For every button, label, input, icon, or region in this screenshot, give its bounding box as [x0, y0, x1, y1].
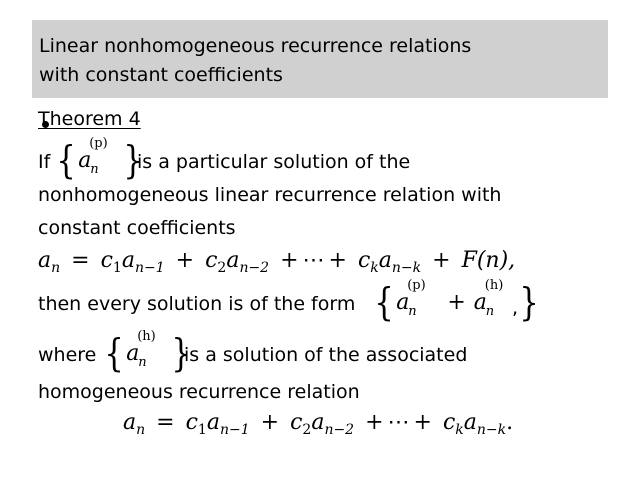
- term-superscript: (h): [484, 277, 504, 293]
- line3-text: constant coefficients: [38, 217, 236, 239]
- eq-a2-sub: n−2: [239, 260, 270, 276]
- term-subscript: n: [90, 161, 99, 177]
- eq-ck: c: [357, 248, 371, 273]
- slide-title-line-1: Linear nonhomogeneous recurrence relations: [39, 35, 472, 57]
- eq-ck: c: [442, 410, 456, 435]
- brace-close: }: [171, 331, 192, 375]
- eq-ak-sub: n−k: [391, 260, 422, 276]
- eq-a1-sub: n−1: [219, 422, 250, 438]
- eq-forcing-term: F(n),: [461, 248, 516, 273]
- nonhomogeneous-equation: [38, 248, 515, 274]
- term-subscript: n: [138, 354, 147, 370]
- line1-prefix: If: [38, 151, 51, 173]
- plus-sign: +: [447, 289, 466, 315]
- theorem-heading: Theorem 4: [38, 108, 141, 130]
- line5-suffix: ,: [512, 297, 519, 319]
- line5-prefix: then every solution is of the form: [38, 293, 356, 315]
- term-base: a: [126, 340, 140, 366]
- particular-solution-set: [54, 135, 146, 182]
- eq-ak-sub: n−k: [476, 422, 507, 438]
- term-subscript: n: [408, 303, 417, 319]
- brace-open: {: [104, 331, 124, 375]
- eq-period: .: [506, 410, 514, 435]
- eq-c1-sub: 1: [197, 422, 207, 438]
- eq-plus: +: [328, 248, 347, 273]
- eq-equals: =: [156, 410, 175, 435]
- eq-plus: +: [413, 410, 432, 435]
- eq-a1: a: [121, 248, 135, 273]
- homogeneous-term: [473, 277, 517, 319]
- eq-a2: a: [311, 410, 325, 435]
- eq-dots: ⋯: [302, 248, 325, 273]
- eq-a2: a: [226, 248, 240, 273]
- line6-suffix: is a solution of the associated: [184, 344, 468, 366]
- term-superscript: (h): [137, 328, 156, 344]
- eq-a1-sub: n−1: [134, 260, 165, 276]
- slide-title-bar: [32, 20, 608, 98]
- eq-lhs: a: [123, 410, 137, 435]
- line6-prefix: where: [38, 344, 97, 366]
- line7-text: homogeneous recurrence relation: [38, 381, 360, 403]
- eq-lhs: a: [38, 248, 52, 273]
- eq-ck-sub: k: [455, 422, 464, 438]
- homogeneous-solution-term: [126, 328, 169, 370]
- eq-c1-sub: 1: [112, 260, 122, 276]
- slide-title-line-2: with constant coefficients: [39, 64, 283, 86]
- eq-c1: c: [100, 248, 113, 273]
- eq-c1: c: [185, 410, 198, 435]
- eq-c2-sub: 2: [302, 422, 312, 438]
- eq-plus: +: [175, 248, 195, 273]
- brace-close: }: [519, 280, 539, 324]
- line2-text: nonhomogeneous linear recurrence relation with: [38, 184, 502, 206]
- eq-lhs-sub: n: [136, 422, 146, 438]
- eq-c2: c: [290, 410, 303, 435]
- eq-dots: ⋯: [387, 410, 410, 435]
- term-subscript: n: [485, 303, 495, 319]
- eq-equals: =: [71, 248, 90, 273]
- eq-plus: +: [432, 248, 451, 273]
- eq-lhs-sub: n: [51, 260, 61, 276]
- particular-solution-term: [78, 135, 121, 177]
- eq-a2-sub: n−2: [324, 422, 355, 438]
- eq-c2-sub: 2: [217, 260, 227, 276]
- brace-open: {: [374, 280, 394, 324]
- particular-term: [396, 277, 439, 319]
- line1-suffix: is a particular solution of the: [137, 151, 411, 173]
- eq-ck-sub: k: [370, 260, 379, 276]
- eq-plus: +: [280, 248, 299, 273]
- eq-a1: a: [206, 410, 220, 435]
- eq-c2: c: [205, 248, 218, 273]
- term-base: a: [396, 289, 410, 315]
- homogeneous-equation: [123, 410, 513, 436]
- term-base: a: [473, 289, 487, 315]
- eq-plus: +: [365, 410, 384, 435]
- brace-close: }: [123, 138, 144, 182]
- homogeneous-solution-set: [102, 328, 194, 375]
- eq-ak: a: [378, 248, 392, 273]
- term-superscript: (p): [407, 277, 426, 293]
- term-base: a: [78, 147, 92, 173]
- eq-ak: a: [463, 410, 477, 435]
- brace-open: {: [56, 138, 76, 182]
- eq-plus: +: [260, 410, 280, 435]
- term-superscript: (p): [89, 135, 108, 151]
